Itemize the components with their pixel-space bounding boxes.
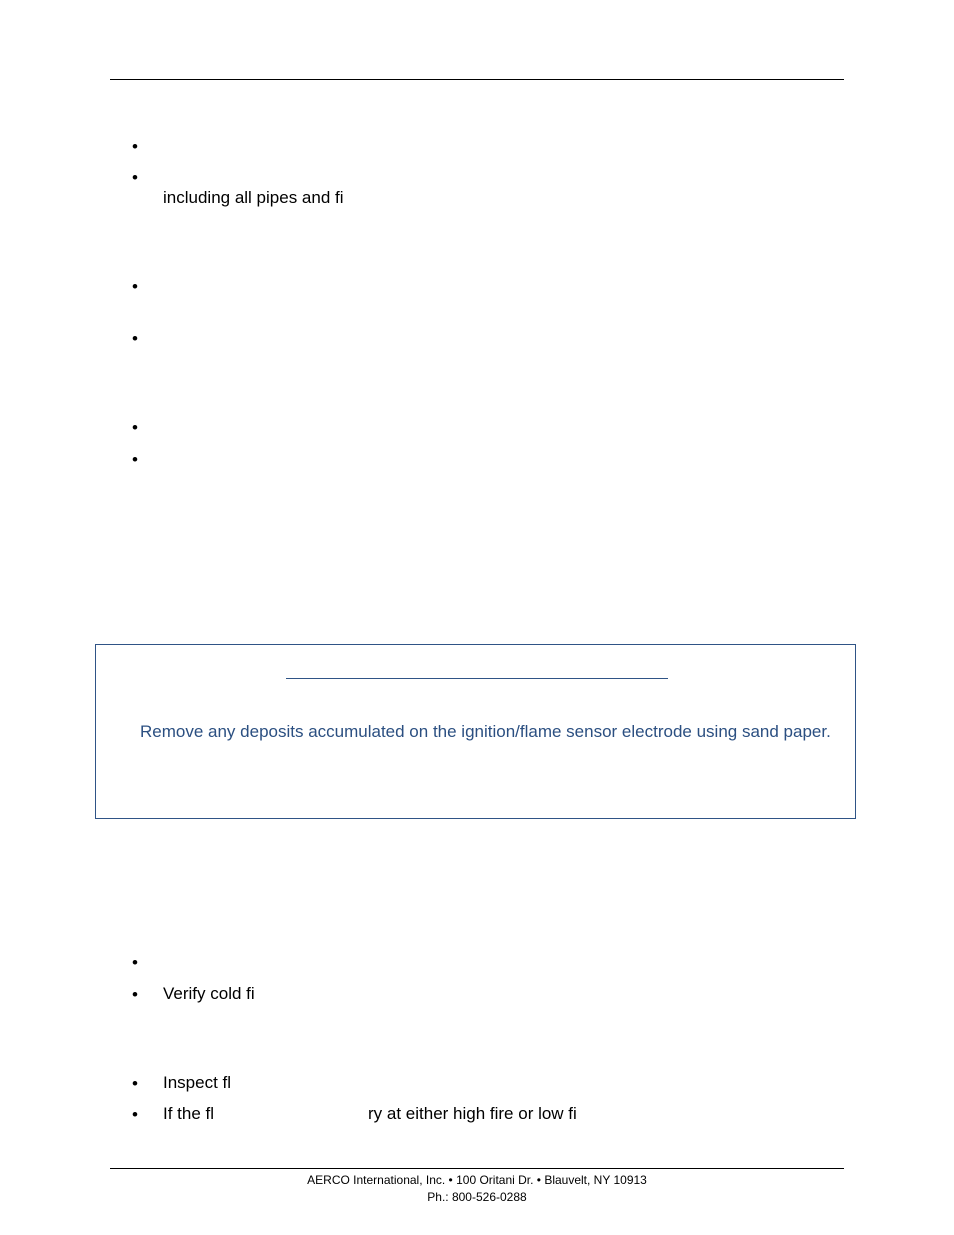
bullet-text: including all pipes and fi — [163, 188, 344, 207]
bullet-marker: • — [132, 137, 138, 156]
footer-address: AERCO International, Inc. • 100 Oritani Dr. • Blauvelt, NY 10913 — [307, 1173, 647, 1187]
bullet-marker: • — [132, 953, 138, 972]
bullet-marker: • — [132, 168, 138, 187]
bullet-text: ry at either high fire or low fi — [368, 1104, 577, 1123]
bullet-marker: • — [132, 277, 138, 296]
bullet-marker: • — [132, 450, 138, 469]
bullet-marker: • — [132, 1074, 138, 1093]
bullet-marker: • — [132, 329, 138, 348]
footer-rule — [110, 1168, 844, 1169]
bullet-marker: • — [132, 985, 138, 1004]
callout-heading-underline — [286, 678, 668, 679]
bullet-marker: • — [132, 418, 138, 437]
callout-text: Remove any deposits accumulated on the ignition/flame sensor electrode using sand paper. — [140, 722, 831, 741]
bullet-marker: • — [132, 1105, 138, 1124]
bullet-text: Inspect fl — [163, 1073, 232, 1092]
bullet-text: Verify cold fi — [163, 984, 255, 1003]
footer-phone: Ph.: 800-526-0288 — [427, 1190, 527, 1204]
note-callout-box — [95, 644, 856, 819]
bullet-text: If the fl — [163, 1104, 215, 1123]
header-rule — [110, 79, 844, 80]
